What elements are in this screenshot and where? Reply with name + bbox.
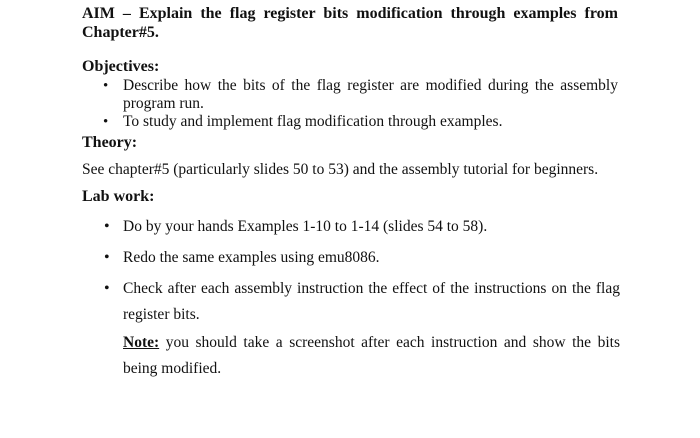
- objective-text: Describe how the bits of the flag register are modified during the assembly program run.: [123, 77, 618, 112]
- lab-work-heading: Lab work:: [82, 188, 155, 205]
- lab-item-text: Do by your hands Examples 1-10 to 1-14 (slides 54 to 58).: [123, 218, 488, 235]
- theory-heading: Theory:: [82, 134, 138, 151]
- lab-item-text: Check after each assembly instruction the effect of the instructions on the flag register bits.: [123, 280, 620, 323]
- note-paragraph: [123, 330, 620, 382]
- lab-work-list: [82, 214, 620, 387]
- objectives-heading: Objectives:: [82, 58, 160, 75]
- note-label: Note:: [123, 334, 160, 351]
- bullet-icon: •: [103, 114, 109, 130]
- list-item: [82, 214, 620, 240]
- list-item: [82, 113, 618, 131]
- bullet-icon: •: [103, 78, 109, 94]
- aim-heading: AIM – Explain the flag register bits modification through examples from Chapter#5.: [82, 5, 618, 41]
- list-item: [82, 276, 620, 382]
- bullet-icon: •: [104, 218, 110, 235]
- list-item: [82, 245, 620, 271]
- objectives-list: [82, 77, 618, 131]
- list-item: [82, 77, 618, 113]
- note-text: you should take a screenshot after each instruction and show the bits being modified.: [123, 334, 620, 377]
- lab-item-text: Redo the same examples using emu8086.: [123, 249, 380, 266]
- objective-text: To study and implement flag modification through examples.: [123, 113, 503, 130]
- bullet-icon: •: [104, 249, 110, 266]
- bullet-icon: •: [104, 280, 110, 297]
- theory-text: See chapter#5 (particularly slides 50 to 53) and the assembly tutorial for beginners.: [82, 161, 599, 178]
